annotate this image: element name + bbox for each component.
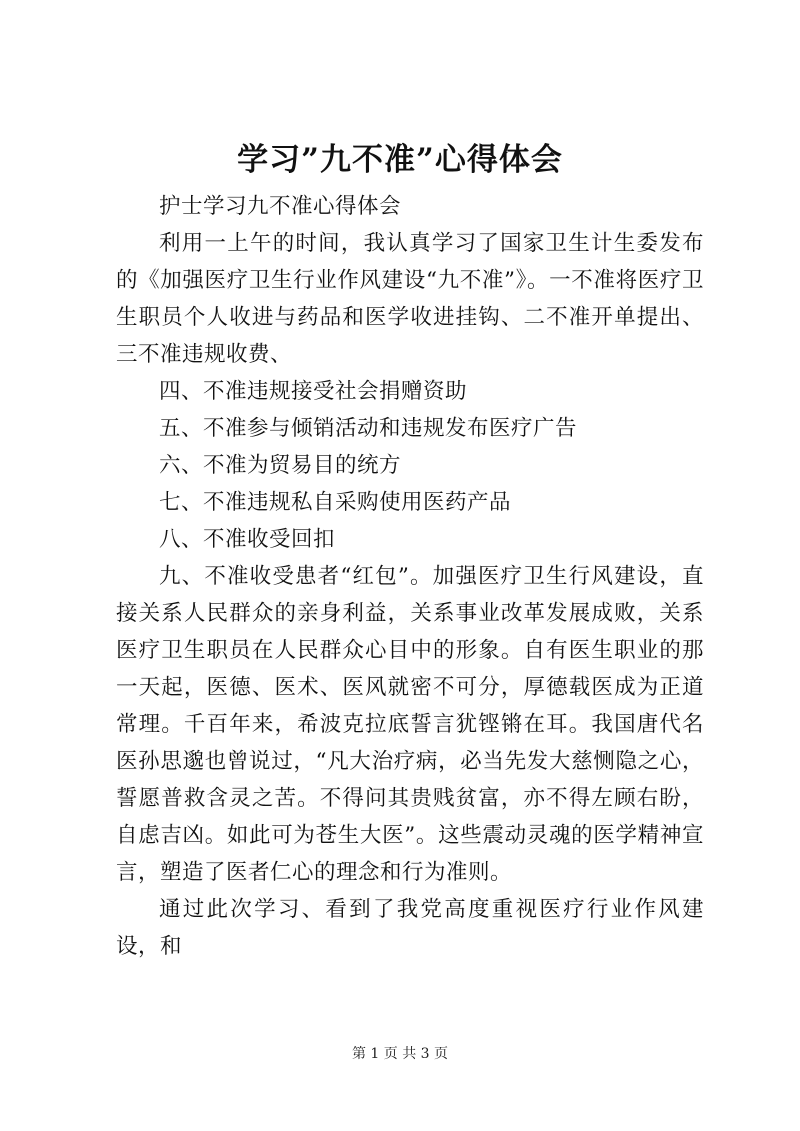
paragraph-item-7: 七、不准违规私自采购使用医药产品	[159, 490, 512, 515]
paragraph-subtitle: 护士学习九不准心得体会	[159, 194, 402, 219]
paragraph-intro: 利用一上午的时间，我认真学习了国家卫生计生委发布的《加强医疗卫生行业作风建设“九不准”》。一不准将医疗卫生职员个人收进与药品和医学收进挂钩、二不准开单提出、三不准违规收费、	[116, 231, 704, 367]
paragraph-item-6: 六、不准为贸易目的统方	[159, 453, 402, 478]
paragraph-item-8: 八、不准收受回扣	[159, 527, 336, 552]
paragraph-item-4: 四、不准违规接受社会捐赠资助	[159, 379, 468, 404]
page-footer: 第 1 页 共 3 页	[351, 1046, 449, 1062]
document-title: 学习”九不准”心得体会	[237, 142, 563, 178]
document-body	[116, 188, 704, 965]
paragraph-item-9: 九、不准收受患者“红包”。加强医疗卫生行风建设，直接关系人民群众的亲身利益，关系事业改革发展成败，关系医疗卫生职员在人民群众心目中的形象。自有医生职业的那一天起，医德、医术、医风就密不可分，厚德载医成为正道常理。千百年来，希波克拉底誓言犹铿锵在耳。我国唐代名医孙思邈也曾说过，“凡大治疗病，必当先发大慈恻隐之心，誓愿普救含灵之苦。不得问其贵贱贫富，亦不得左顾右盼，自虑吉凶。如此可为苍生大医”。这些震动灵魂的医学精神宣言，塑造了医者仁心的理念和行为准则。	[116, 564, 704, 885]
paragraph-reflection: 通过此次学习、看到了我党高度重视医疗行业作风建设，和	[116, 897, 704, 959]
paragraph-item-5: 五、不准参与倾销活动和违规发布医疗广告	[159, 416, 578, 441]
